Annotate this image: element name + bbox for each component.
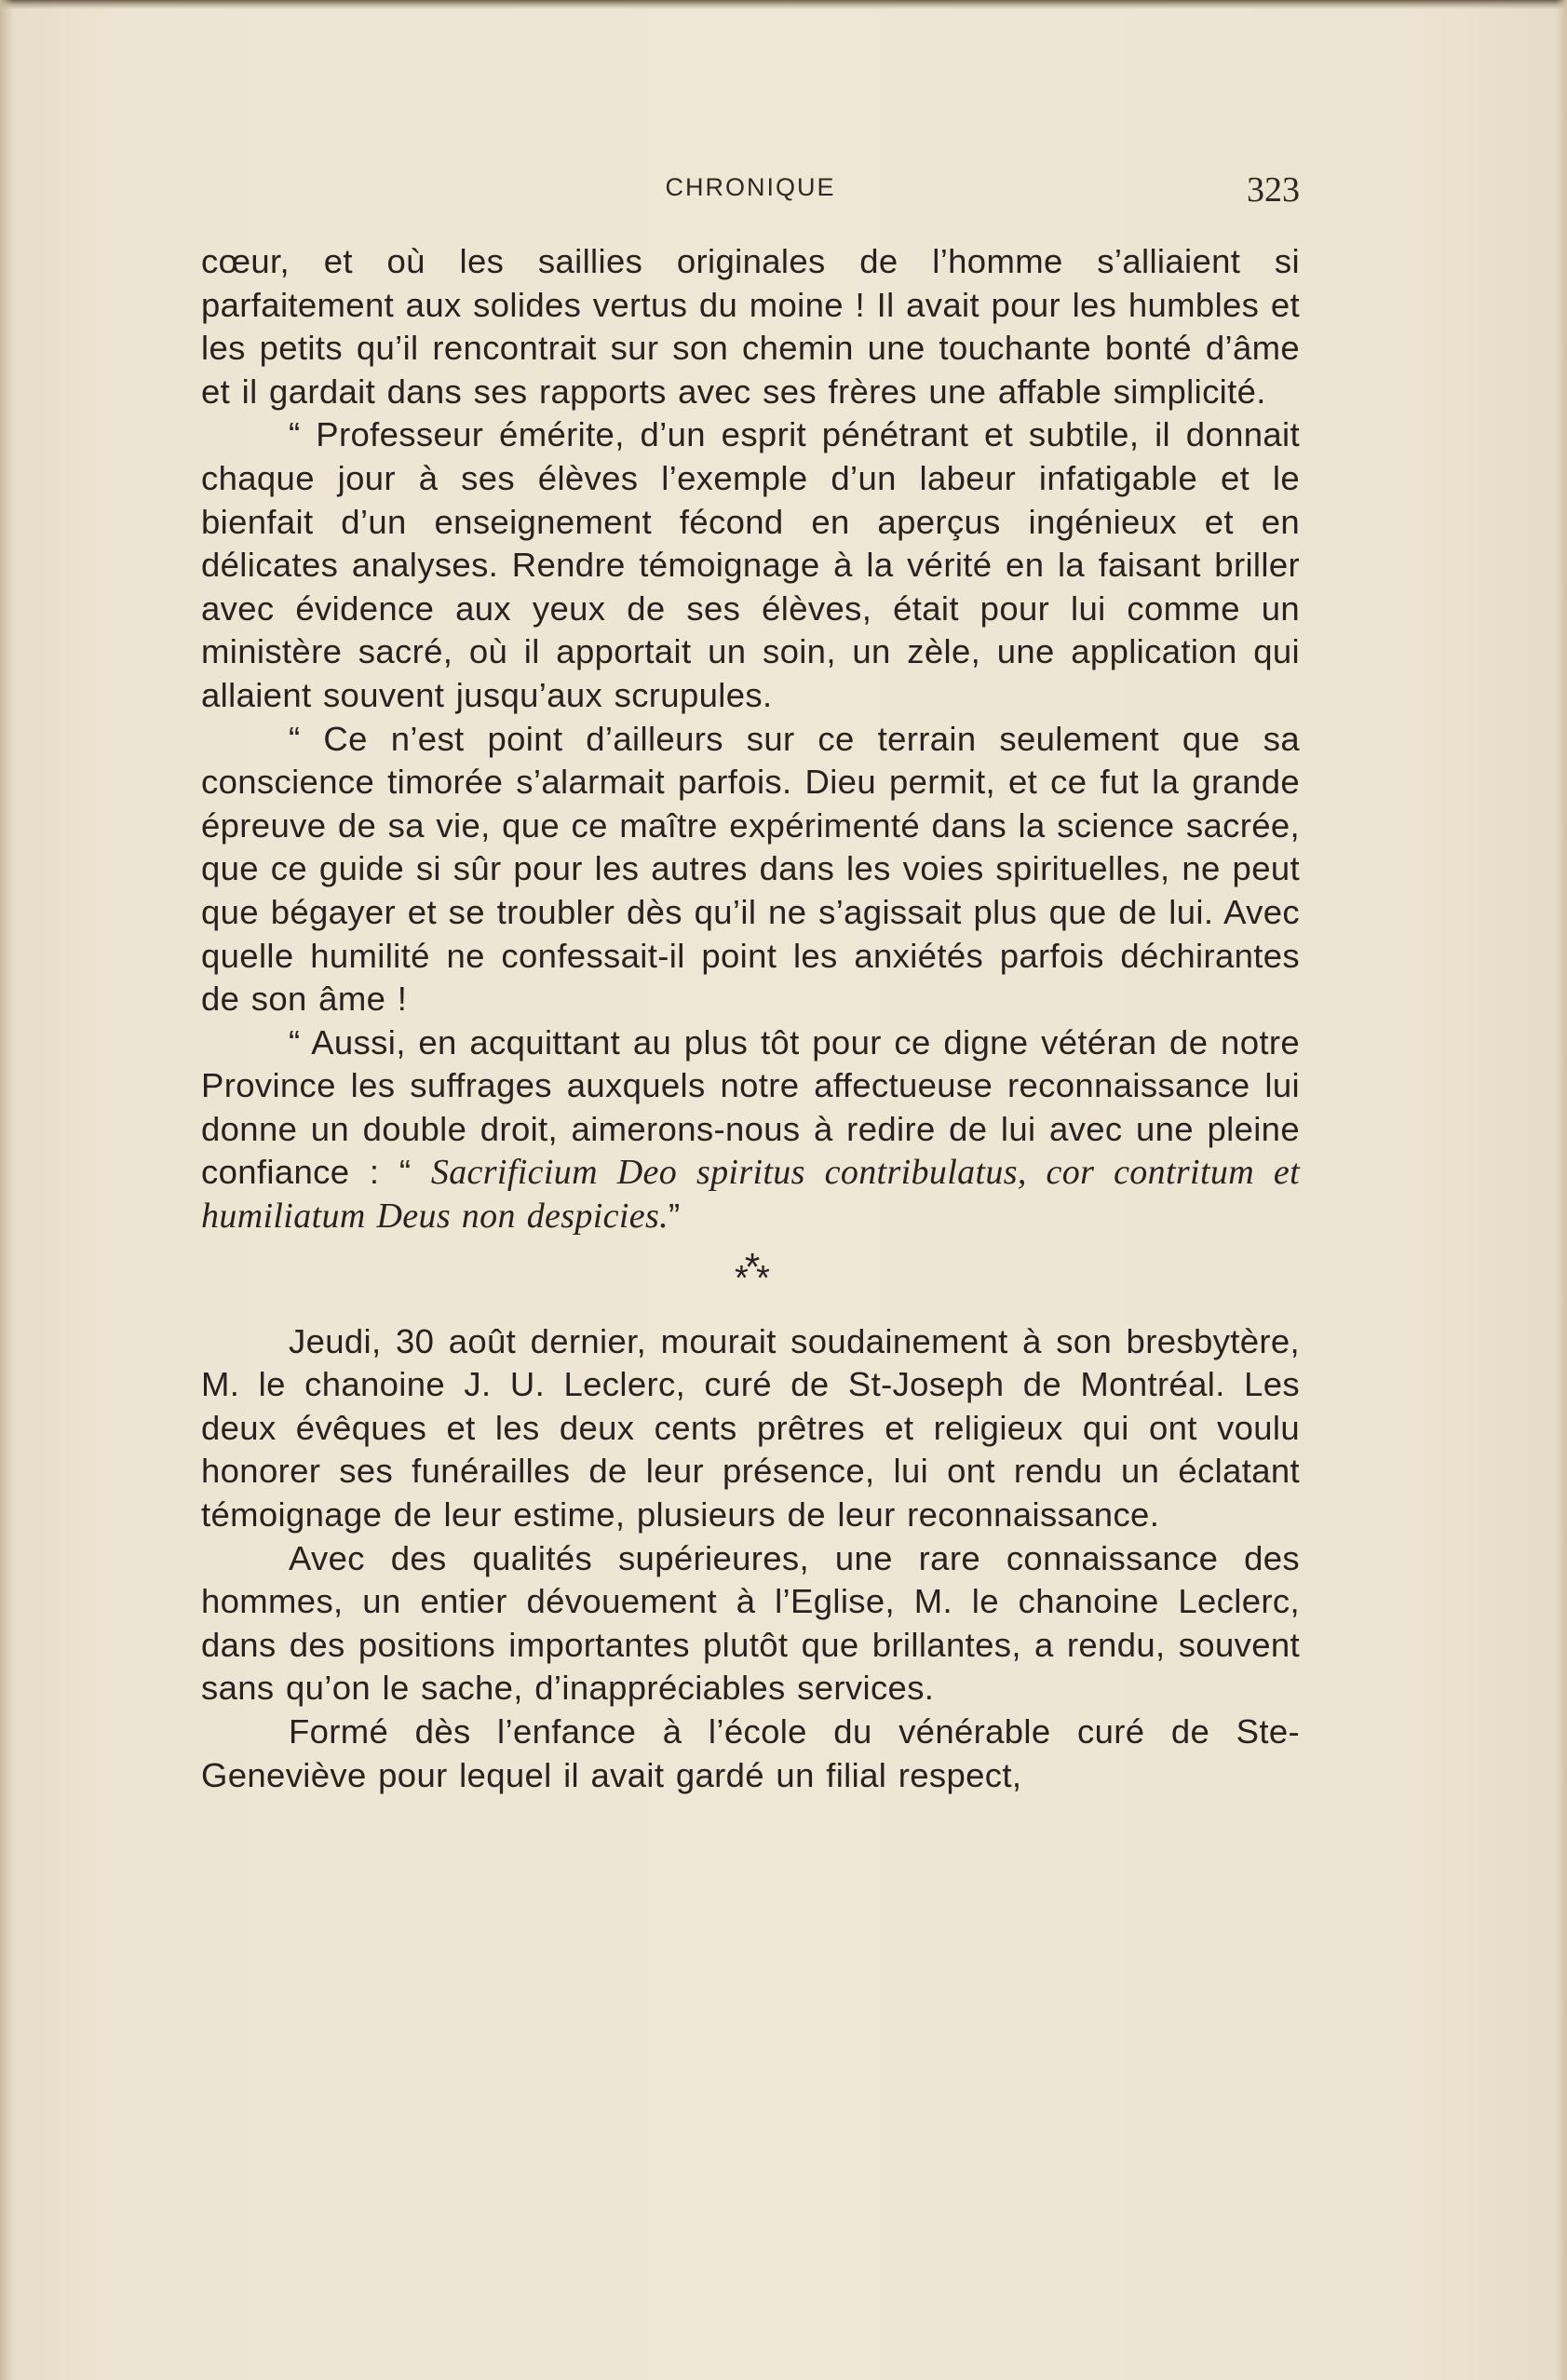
paragraph: “ Professeur émérite, d’un esprit pénétrant et subtile, il donnait chaque jour à ses élèves l’exemple d’un labeur infatigable et le bienfait d’un enseignement fécond en aperçus ingénieux et en délicates analyses. Rendre témoignage à la vérité en la faisant briller avec évidence aux yeux de ses élèves, était pour lui comme un ministère sacré, où il apportait un soin, un zèle, une application qui allaient souvent jusqu’aux scrupules. <box>201 415 1300 714</box>
asterism-star-right: * <box>756 1258 766 1298</box>
page-number: 323 <box>1247 170 1300 210</box>
paragraph: Jeudi, 30 août dernier, mourait soudainement à son bresbytère, M. le chanoine J. U. Leclerc, curé de St-Joseph de Montréal. Les deux évêques et les deux cents prêtres et religieux qui ont voulu honorer ses funérailles de leur présence, lui ont rendu un éclatant témoignage de leur estime, plusieurs de leur reconnaissance. <box>201 1321 1300 1535</box>
paragraph-continued: cœur, et où les saillies originales de l’homme s’alliaient si parfaitement aux solides vertus du moine ! Il avait pour les humbles et les petits qu’il rencontrait sur son chemin une touchante bonté d’âme et il gardait dans ses rapports avec ses frères une affable simplicité. <box>201 242 1300 411</box>
running-title: CHRONIQUE <box>665 173 836 201</box>
page-top-edge <box>0 0 1567 9</box>
paragraph: Avec des qualités supérieures, une rare connaissance des hommes, un entier dévouement à l’Eglise, M. le chanoine Leclerc, dans des positions importantes plutôt que brillantes, a rendu, souvent sans qu’on le sache, d’inappréciables services. <box>201 1538 1300 1708</box>
page-right-edge <box>1556 0 1567 2380</box>
closing-quote-mark: ” <box>669 1197 681 1236</box>
page-left-edge <box>0 0 13 2380</box>
quote-text: “ Aussi, en acquittant au plus tôt pour ce digne vétéran de notre Province les suffrages auxquels notre affectueuse reconnaissance lui donne un double droit, aimerons-nous à redire de lui avec une pleine confiance : “ <box>201 1022 1300 1192</box>
body-text <box>201 240 1300 1797</box>
latin-quote: Sacrificium Deo spiritus contribulatus, cor contritum et humiliatum Deus non despicies. <box>201 1153 1300 1237</box>
asterism-star-middle: * <box>744 1244 757 1289</box>
paragraph: “ Ce n’est point d’ailleurs sur ce terrain seulement que sa conscience timorée s’alarmait parfois. Dieu permit, et ce fut la grande épreuve de sa vie, que ce maître expérimenté dans la science sacrée, que ce guide si sûr pour les autres dans les voies spirituelles, ne peut que bégayer et se troubler dès qu’il ne s’agissait plus que de lui. Avec quelle humilité ne confessait-il point les anxiétés parfois déchirantes de son âme ! <box>201 719 1300 1019</box>
paragraph-quote <box>201 1021 1300 1238</box>
page-header <box>201 170 1300 220</box>
asterism-star-left: * <box>735 1258 745 1298</box>
section-break-asterism <box>201 1244 1300 1300</box>
paragraph: Formé dès l’enfance à l’école du vénérable curé de Ste-Geneviève pour lequel il avait gardé un filial respect, <box>201 1712 1300 1794</box>
